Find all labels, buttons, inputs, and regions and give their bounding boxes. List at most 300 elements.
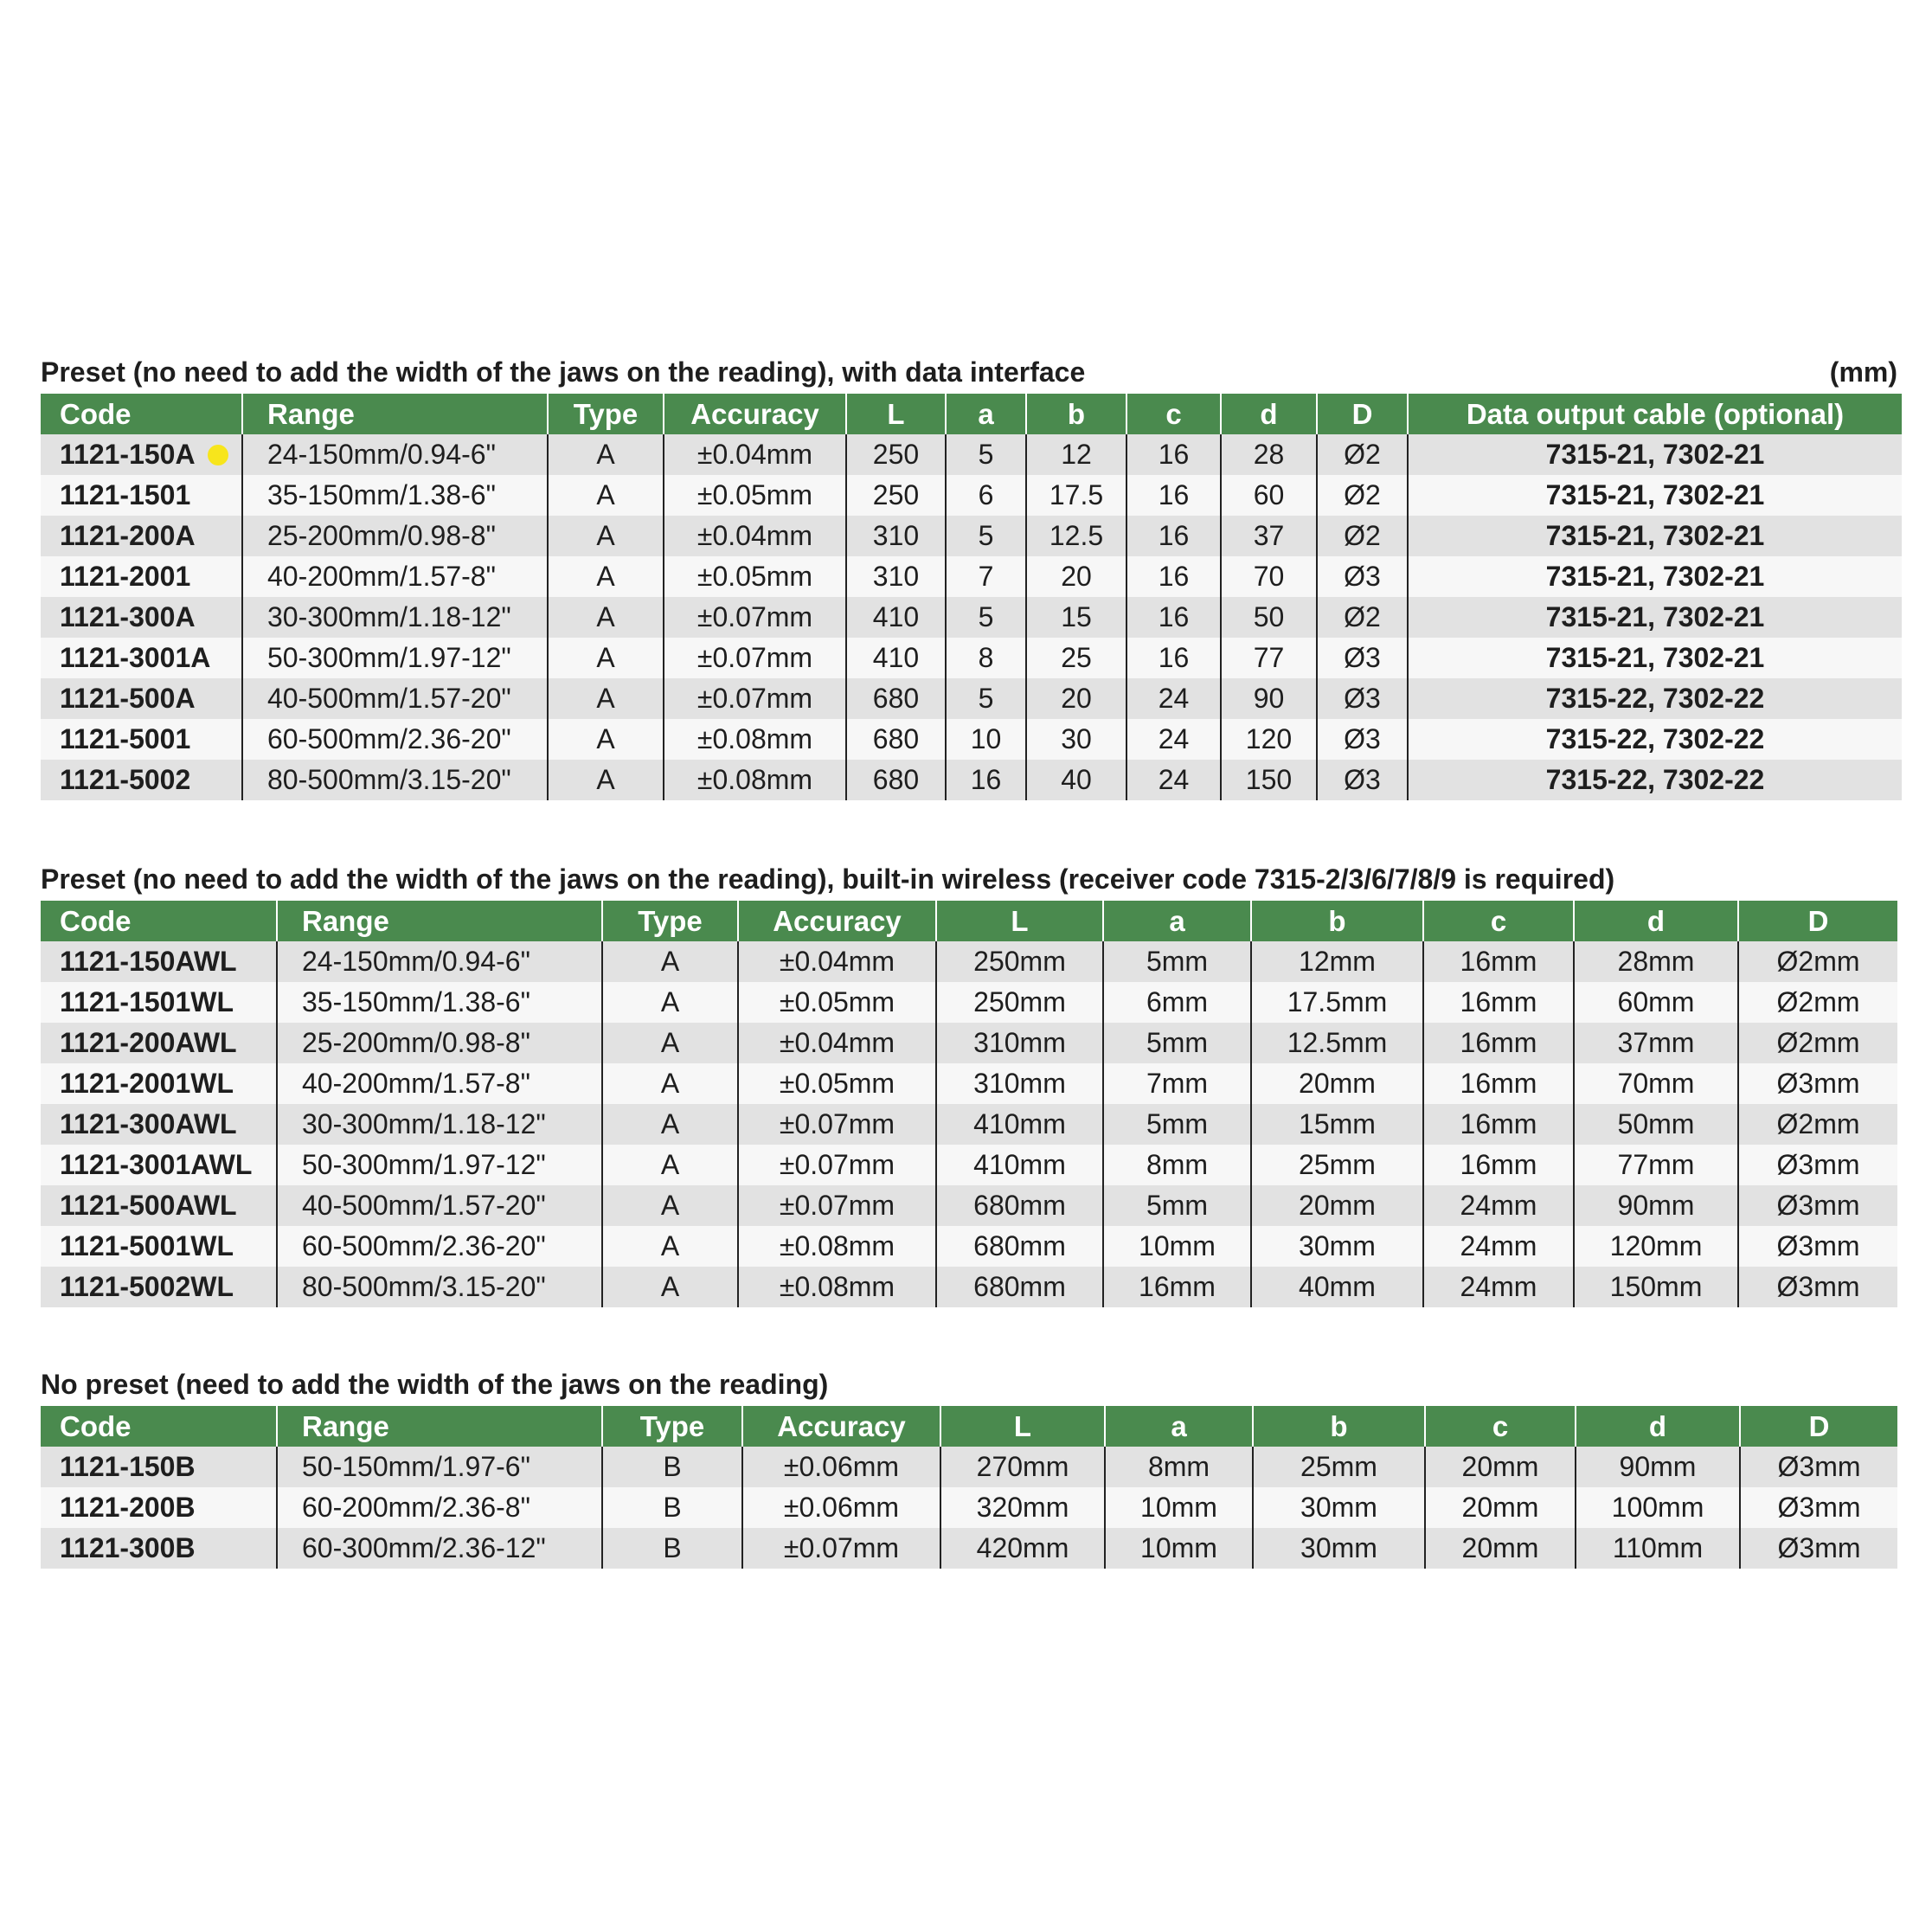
cell-d (1574, 1063, 1738, 1104)
cell-text: Ø3mm (1776, 1190, 1860, 1221)
cell-text: 110mm (1612, 1532, 1704, 1563)
cell-l (846, 434, 946, 475)
cell-a (1103, 1023, 1251, 1063)
cell-text: 16 (1158, 479, 1190, 510)
cell-diameter (1317, 719, 1408, 760)
cell-text: ±0.08mm (779, 1271, 895, 1302)
cell-text: Ø3 (1344, 723, 1381, 754)
cell-range (277, 1487, 602, 1528)
cell-accuracy (664, 678, 846, 719)
cell-text: Ø3mm (1776, 1271, 1860, 1302)
cell-code (41, 1145, 277, 1185)
section-title (41, 857, 1897, 901)
cell-text: ±0.07mm (696, 642, 813, 673)
cell-range (242, 678, 548, 719)
cell-accuracy (738, 1104, 936, 1145)
cell-a (1103, 1104, 1251, 1145)
cell-text: Ø2 (1344, 439, 1381, 470)
cell-b (1026, 760, 1126, 800)
cell-l (936, 982, 1103, 1023)
cell-a (946, 678, 1026, 719)
cell-diameter (1317, 556, 1408, 597)
cell-range (242, 719, 548, 760)
cell-text: 16 (1158, 642, 1190, 673)
cell-c (1425, 1487, 1576, 1528)
table-row (41, 516, 1902, 556)
cell-text: ±0.07mm (779, 1149, 895, 1180)
cell-b (1253, 1487, 1425, 1528)
cell-l (846, 719, 946, 760)
cell-text: 250mm (973, 946, 1066, 977)
cell-text: 30mm (1300, 1492, 1377, 1523)
table-row (41, 1267, 1897, 1307)
cell-cable (1408, 597, 1902, 638)
cell-text: Ø3mm (1776, 1149, 1860, 1180)
cell-diameter (1738, 1063, 1897, 1104)
cell-d (1574, 1185, 1738, 1226)
cell-text: ±0.04mm (696, 520, 813, 551)
cell-l (846, 556, 946, 597)
cell-code (41, 678, 242, 719)
column-header-type: Type (548, 394, 664, 434)
cell-text: ±0.07mm (779, 1190, 895, 1221)
cell-range (277, 1063, 602, 1104)
cell-text: 5mm (1146, 1190, 1209, 1221)
cell-text: 7315-22, 7302-22 (1545, 683, 1765, 714)
cell-text: 310mm (973, 1027, 1066, 1058)
cell-text: ±0.05mm (779, 1068, 895, 1099)
cell-cable (1408, 678, 1902, 719)
cell-range (277, 1267, 602, 1307)
cell-code (41, 1063, 277, 1104)
cell-text: ±0.05mm (696, 479, 813, 510)
cell-text: 60 (1253, 479, 1285, 510)
cell-c (1126, 760, 1221, 800)
section-title-text: No preset (need to add the width of the jaws on the reading) (41, 1369, 829, 1400)
cell-text: 50-300mm/1.97-12" (267, 642, 511, 673)
column-header-cable: Data output cable (optional) (1408, 394, 1902, 434)
cell-text: 40-500mm/1.57-20" (267, 683, 511, 714)
cell-c (1423, 1267, 1574, 1307)
cell-text: 24mm (1460, 1230, 1537, 1261)
cell-b (1251, 1104, 1423, 1145)
cell-c (1126, 719, 1221, 760)
cell-range (277, 1145, 602, 1185)
cell-text: 16 (1158, 439, 1190, 470)
cell-type (602, 1226, 738, 1267)
cell-cable (1408, 719, 1902, 760)
cell-text: 250mm (973, 986, 1066, 1017)
cell-text: 70mm (1617, 1068, 1695, 1099)
cell-type (602, 1267, 738, 1307)
cell-a (1103, 1145, 1251, 1185)
cell-text: 7315-21, 7302-21 (1545, 520, 1765, 551)
cell-text: 24 (1158, 764, 1190, 795)
cell-type (548, 516, 664, 556)
cell-c (1423, 1063, 1574, 1104)
cell-text: ±0.08mm (779, 1230, 895, 1261)
cell-text: 25-200mm/0.98-8" (302, 1027, 530, 1058)
table-row (41, 1023, 1897, 1063)
cell-text: 680 (872, 683, 920, 714)
cell-a (946, 516, 1026, 556)
cell-l (846, 516, 946, 556)
cell-a (946, 597, 1026, 638)
cell-text: 10mm (1139, 1230, 1216, 1261)
cell-text: 28 (1253, 439, 1285, 470)
cell-text: Ø3 (1344, 561, 1381, 592)
cell-text: 25mm (1300, 1451, 1377, 1482)
cell-text: 10 (970, 723, 1002, 754)
cell-d (1221, 556, 1317, 597)
table-row (41, 475, 1902, 516)
cell-text: A (660, 1027, 680, 1058)
cell-text: 50mm (1617, 1108, 1695, 1139)
cell-text: A (660, 946, 680, 977)
cell-text: 1121-3001A (60, 642, 211, 673)
cell-text: 320mm (976, 1492, 1069, 1523)
cell-accuracy (738, 1063, 936, 1104)
cell-text: A (596, 561, 615, 592)
cell-text: 7315-21, 7302-21 (1545, 439, 1765, 470)
section-title (41, 1363, 1897, 1406)
cell-a (946, 719, 1026, 760)
cell-text: 410 (872, 601, 920, 632)
cell-code (41, 597, 242, 638)
column-header-diameter: D (1738, 901, 1897, 941)
cell-diameter (1738, 1267, 1897, 1307)
cell-text: 1121-2001WL (60, 1068, 234, 1099)
cell-d (1221, 638, 1317, 678)
cell-accuracy (738, 982, 936, 1023)
cell-range (242, 516, 548, 556)
cell-text: Ø3mm (1776, 1230, 1860, 1261)
cell-diameter (1740, 1487, 1897, 1528)
cell-text: 16mm (1460, 946, 1537, 977)
cell-text: 310mm (973, 1068, 1066, 1099)
cell-text: ±0.07mm (783, 1532, 900, 1563)
cell-a (1103, 1185, 1251, 1226)
cell-text: 24-150mm/0.94-6" (267, 439, 496, 470)
cell-text: 12 (1061, 439, 1092, 470)
cell-type (602, 1447, 742, 1487)
column-header-code: Code (41, 901, 277, 941)
cell-accuracy (664, 556, 846, 597)
cell-text: 12.5 (1049, 520, 1104, 551)
column-header-accuracy: Accuracy (738, 901, 936, 941)
cell-accuracy (664, 719, 846, 760)
cell-accuracy (742, 1447, 940, 1487)
cell-c (1126, 516, 1221, 556)
cell-l (936, 1185, 1103, 1226)
cell-text: 16 (1158, 601, 1190, 632)
cell-code (41, 1226, 277, 1267)
cell-b (1251, 1185, 1423, 1226)
table-row (41, 760, 1902, 800)
cell-d (1574, 982, 1738, 1023)
cell-text: 30mm (1300, 1532, 1377, 1563)
cell-type (602, 1487, 742, 1528)
column-header-c: c (1423, 901, 1574, 941)
cell-text: 80-500mm/3.15-20" (267, 764, 511, 795)
cell-diameter (1317, 638, 1408, 678)
cell-text: 40-200mm/1.57-8" (267, 561, 496, 592)
cell-text: 50 (1253, 601, 1285, 632)
cell-text: 12.5mm (1287, 1027, 1388, 1058)
cell-code (41, 1267, 277, 1307)
cell-text: 60-500mm/2.36-20" (267, 723, 511, 754)
cell-accuracy (664, 638, 846, 678)
cell-l (936, 941, 1103, 982)
cell-l (940, 1528, 1105, 1569)
cell-cable (1408, 516, 1902, 556)
cell-a (1103, 1267, 1251, 1307)
cell-text: 250 (872, 439, 920, 470)
cell-text: 35-150mm/1.38-6" (267, 479, 496, 510)
cell-a (1105, 1528, 1253, 1569)
cell-text: B (663, 1451, 682, 1482)
cell-range (277, 1023, 602, 1063)
cell-text: 410mm (973, 1149, 1066, 1180)
cell-text: 1121-1501 (60, 479, 191, 510)
cell-cable (1408, 760, 1902, 800)
cell-text: 10mm (1140, 1492, 1217, 1523)
cell-range (277, 1447, 602, 1487)
cell-l (940, 1487, 1105, 1528)
cell-b (1026, 678, 1126, 719)
cell-diameter (1740, 1447, 1897, 1487)
cell-text: 8mm (1147, 1451, 1210, 1482)
table-row (41, 1447, 1897, 1487)
cell-code (41, 760, 242, 800)
cell-text: 30 (1061, 723, 1092, 754)
cell-text: 40-200mm/1.57-8" (302, 1068, 530, 1099)
cell-text: A (596, 601, 615, 632)
cell-code (41, 1487, 277, 1528)
cell-l (846, 678, 946, 719)
cell-text: A (660, 1230, 680, 1261)
cell-text: 680 (872, 723, 920, 754)
cell-code (41, 556, 242, 597)
cell-type (548, 638, 664, 678)
cell-text: 20 (1061, 561, 1092, 592)
table-row (41, 941, 1897, 982)
unit-label: (mm) (1829, 356, 1897, 388)
cell-text: A (596, 723, 615, 754)
cell-diameter (1317, 475, 1408, 516)
cell-c (1423, 1145, 1574, 1185)
cell-b (1026, 434, 1126, 475)
cell-d (1574, 1267, 1738, 1307)
cell-type (548, 719, 664, 760)
cell-text: ±0.07mm (696, 683, 813, 714)
cell-code (41, 434, 242, 475)
cell-a (946, 475, 1026, 516)
table-row (41, 1145, 1897, 1185)
cell-text: 28mm (1617, 946, 1695, 977)
cell-text: 90mm (1617, 1190, 1695, 1221)
cell-text: 1121-2001 (60, 561, 191, 592)
cell-diameter (1738, 1226, 1897, 1267)
cell-text: 6mm (1146, 986, 1209, 1017)
cell-text: 16mm (1460, 1068, 1537, 1099)
table-row (41, 556, 1902, 597)
cell-text: 12mm (1299, 946, 1376, 977)
cell-text: 20 (1061, 683, 1092, 714)
cell-accuracy (742, 1528, 940, 1569)
cell-type (602, 1185, 738, 1226)
cell-type (548, 678, 664, 719)
cell-text: 5 (978, 601, 994, 632)
cell-text: 8 (978, 642, 994, 673)
column-header-accuracy: Accuracy (664, 394, 846, 434)
cell-accuracy (738, 1267, 936, 1307)
cell-a (1103, 941, 1251, 982)
cell-text: A (596, 764, 615, 795)
cell-d (1221, 475, 1317, 516)
cell-text: 20mm (1461, 1532, 1539, 1563)
cell-text: 310 (872, 561, 920, 592)
section-no-preset (41, 1363, 1897, 1569)
cell-accuracy (738, 1226, 936, 1267)
cell-a (1105, 1487, 1253, 1528)
cell-text: 680mm (973, 1190, 1066, 1221)
cell-a (1105, 1447, 1253, 1487)
cell-type (548, 597, 664, 638)
cell-b (1251, 1063, 1423, 1104)
cell-b (1026, 597, 1126, 638)
cell-text: Ø3mm (1777, 1492, 1861, 1523)
cell-d (1574, 941, 1738, 982)
cell-text: 16 (1158, 520, 1190, 551)
table-row (41, 1063, 1897, 1104)
cell-diameter (1738, 1023, 1897, 1063)
cell-text: 40 (1061, 764, 1092, 795)
cell-d (1574, 1104, 1738, 1145)
cell-text: 1121-200A (60, 520, 196, 551)
column-header-range: Range (277, 1406, 602, 1447)
cell-code (41, 982, 277, 1023)
cell-text: 120mm (1609, 1230, 1703, 1261)
cell-diameter (1738, 982, 1897, 1023)
cell-code (41, 475, 242, 516)
column-header-a: a (946, 394, 1026, 434)
cell-text: 24 (1158, 683, 1190, 714)
table-row (41, 434, 1902, 475)
cell-diameter (1317, 516, 1408, 556)
cell-text: 77mm (1617, 1149, 1695, 1180)
cell-text: ±0.05mm (779, 986, 895, 1017)
cell-text: 1121-500AWL (60, 1190, 237, 1221)
cell-diameter (1738, 1185, 1897, 1226)
cell-l (940, 1447, 1105, 1487)
table-row (41, 678, 1902, 719)
column-header-c: c (1425, 1406, 1576, 1447)
cell-text: 1121-5001WL (60, 1230, 234, 1261)
cell-text: B (663, 1492, 682, 1523)
cell-accuracy (738, 1023, 936, 1063)
column-header-accuracy: Accuracy (742, 1406, 940, 1447)
cell-text: 16 (1158, 561, 1190, 592)
cell-b (1253, 1528, 1425, 1569)
column-header-code: Code (41, 394, 242, 434)
cell-c (1126, 556, 1221, 597)
cell-text: 100mm (1611, 1492, 1704, 1523)
column-header-d: d (1221, 394, 1317, 434)
cell-text: 5 (978, 520, 994, 551)
cell-text: Ø3 (1344, 642, 1381, 673)
cell-b (1251, 941, 1423, 982)
column-header-b: b (1253, 1406, 1425, 1447)
cell-text: 30-300mm/1.18-12" (302, 1108, 546, 1139)
cell-l (936, 1267, 1103, 1307)
cell-d (1574, 1145, 1738, 1185)
cell-text: 25mm (1299, 1149, 1376, 1180)
cell-text: 50-150mm/1.97-6" (302, 1451, 530, 1482)
cell-text: 16mm (1460, 1027, 1537, 1058)
cell-text: 120 (1245, 723, 1293, 754)
cell-b (1251, 1226, 1423, 1267)
cell-text: A (596, 642, 615, 673)
cell-text: Ø2 (1344, 601, 1381, 632)
cell-text: 8mm (1146, 1149, 1209, 1180)
cell-text: 16mm (1460, 1108, 1537, 1139)
cell-text: 90mm (1619, 1451, 1697, 1482)
cell-text: 37mm (1617, 1027, 1695, 1058)
cell-text: 5mm (1146, 946, 1209, 977)
table-row (41, 1226, 1897, 1267)
cell-text: Ø2 (1344, 479, 1381, 510)
cell-b (1251, 1023, 1423, 1063)
table-row (41, 1104, 1897, 1145)
column-header-b: b (1026, 394, 1126, 434)
cell-text: 30-300mm/1.18-12" (267, 601, 511, 632)
cell-c (1126, 475, 1221, 516)
cell-accuracy (738, 941, 936, 982)
cell-text: 24 (1158, 723, 1190, 754)
cell-text: A (660, 1190, 680, 1221)
cell-text: ±0.07mm (696, 601, 813, 632)
cell-text: 1121-5002 (60, 764, 191, 795)
cell-d (1221, 597, 1317, 638)
cell-type (548, 475, 664, 516)
cell-range (242, 434, 548, 475)
cell-text: 7315-21, 7302-21 (1545, 561, 1765, 592)
cell-code (41, 941, 277, 982)
cell-text: ±0.06mm (783, 1492, 900, 1523)
column-header-c: c (1126, 394, 1221, 434)
cell-l (936, 1063, 1103, 1104)
cell-text: A (660, 1149, 680, 1180)
table-row (41, 597, 1902, 638)
cell-b (1253, 1447, 1425, 1487)
cell-c (1423, 1023, 1574, 1063)
cell-text: 7 (978, 561, 994, 592)
cell-text: 1121-150B (60, 1451, 196, 1482)
cell-c (1425, 1447, 1576, 1487)
cell-text: 37 (1253, 520, 1285, 551)
cell-accuracy (742, 1487, 940, 1528)
cell-b (1251, 1145, 1423, 1185)
cell-text: Ø3mm (1777, 1451, 1861, 1482)
cell-text: 1121-5002WL (60, 1271, 234, 1302)
cell-cable (1408, 638, 1902, 678)
cell-text: Ø2 (1344, 520, 1381, 551)
cell-text: 16mm (1460, 986, 1537, 1017)
cell-range (242, 556, 548, 597)
column-header-l: L (940, 1406, 1105, 1447)
cell-type (548, 556, 664, 597)
